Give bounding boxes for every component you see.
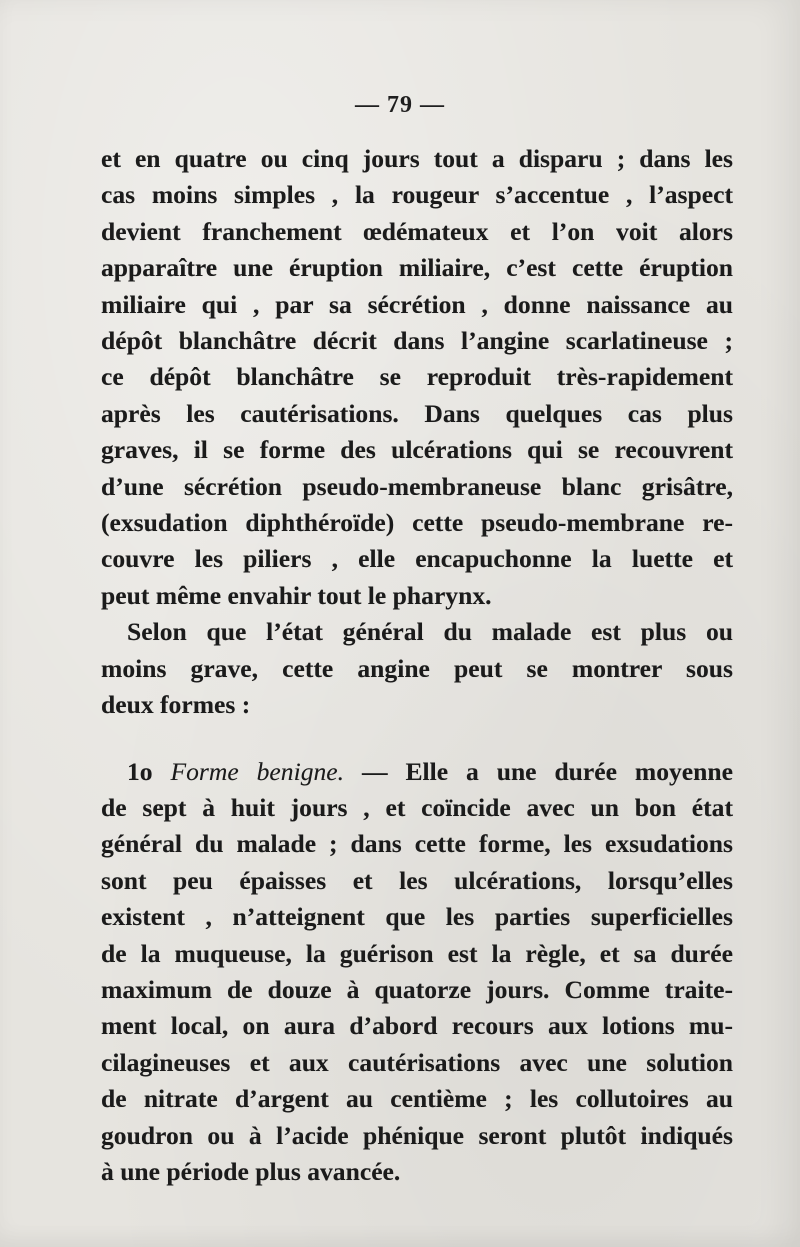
section-lead-text: — Elle a une durée moyenne — [361, 756, 733, 786]
text-line: cilagineuses et aux cautérisations avec une solution — [101, 1047, 733, 1077]
text-line: moins grave, cette angine peut se montrer sous — [101, 653, 733, 683]
text-line: de nitrate d’argent au centième ; les collutoires au — [101, 1084, 733, 1114]
text-line: et en quatre ou cinq jours tout a disparu ; dans les — [101, 144, 733, 173]
paragraph-gap — [101, 724, 733, 754]
text-line: d’une sécrétion pseudo-membraneuse blanc grisâtre, — [101, 471, 733, 501]
text-line: à une période plus avancée. — [101, 1156, 401, 1186]
text-line: apparaître une éruption miliaire, c’est cette éruption — [101, 253, 733, 283]
section-title: Forme benigne. — [170, 756, 345, 786]
text-line: goudron ou à l’acide phénique seront plutôt indiqués — [101, 1120, 733, 1150]
text-line: couvre les piliers , elle encapuchonne la luette et — [101, 544, 733, 574]
page-number: — 79 — — [355, 92, 445, 118]
text-line: existent , n’atteignent que les parties superficielles — [101, 902, 733, 932]
text-line: ment local, on aura d’abord recours aux lotions mu- — [101, 1011, 733, 1041]
text-line: deux formes : — [101, 690, 251, 720]
section-number: 1o — [127, 756, 153, 786]
text-line: de la muqueuse, la guérison est la règle, et sa durée — [101, 938, 733, 968]
text-line: cas moins simples , la rougeur s’accentue , l’aspect — [101, 180, 733, 210]
text-line: miliaire qui , par sa sécrétion , donne naissance au — [101, 289, 733, 319]
text-line: Selon que l’état général du malade est plus ou — [127, 617, 733, 647]
text-line: sont peu épaisses et les ulcérations, lorsqu’elles — [101, 865, 733, 895]
text-line: après les cautérisations. Dans quelques cas plus — [101, 398, 733, 428]
paragraph-1 — [101, 141, 733, 614]
text-line: peut même envahir tout le pharynx. — [101, 580, 492, 610]
text-line: devient franchement œdémateux et l’on voit alors — [101, 216, 733, 246]
text-line: de sept à huit jours , et coïncide avec un bon état — [101, 792, 733, 822]
section-lead-line — [101, 754, 733, 790]
text-line: graves, il se forme des ulcérations qui se recouvrent — [101, 435, 733, 465]
text-line: ce dépôt blanchâtre se reproduit très-rapidement — [101, 362, 733, 392]
paragraph-2 — [101, 614, 733, 723]
text-line: maximum de douze à quatorze jours. Comme traite- — [101, 974, 733, 1004]
paragraph-3 — [101, 754, 733, 1191]
body-text — [101, 141, 733, 1190]
text-line: général du malade ; dans cette forme, les exsudations — [101, 829, 733, 859]
text-line: dépôt blanchâtre décrit dans l’angine scarlatineuse ; — [101, 326, 733, 356]
text-line: (exsudation diphthéroïde) cette pseudo-membrane re- — [101, 508, 733, 538]
